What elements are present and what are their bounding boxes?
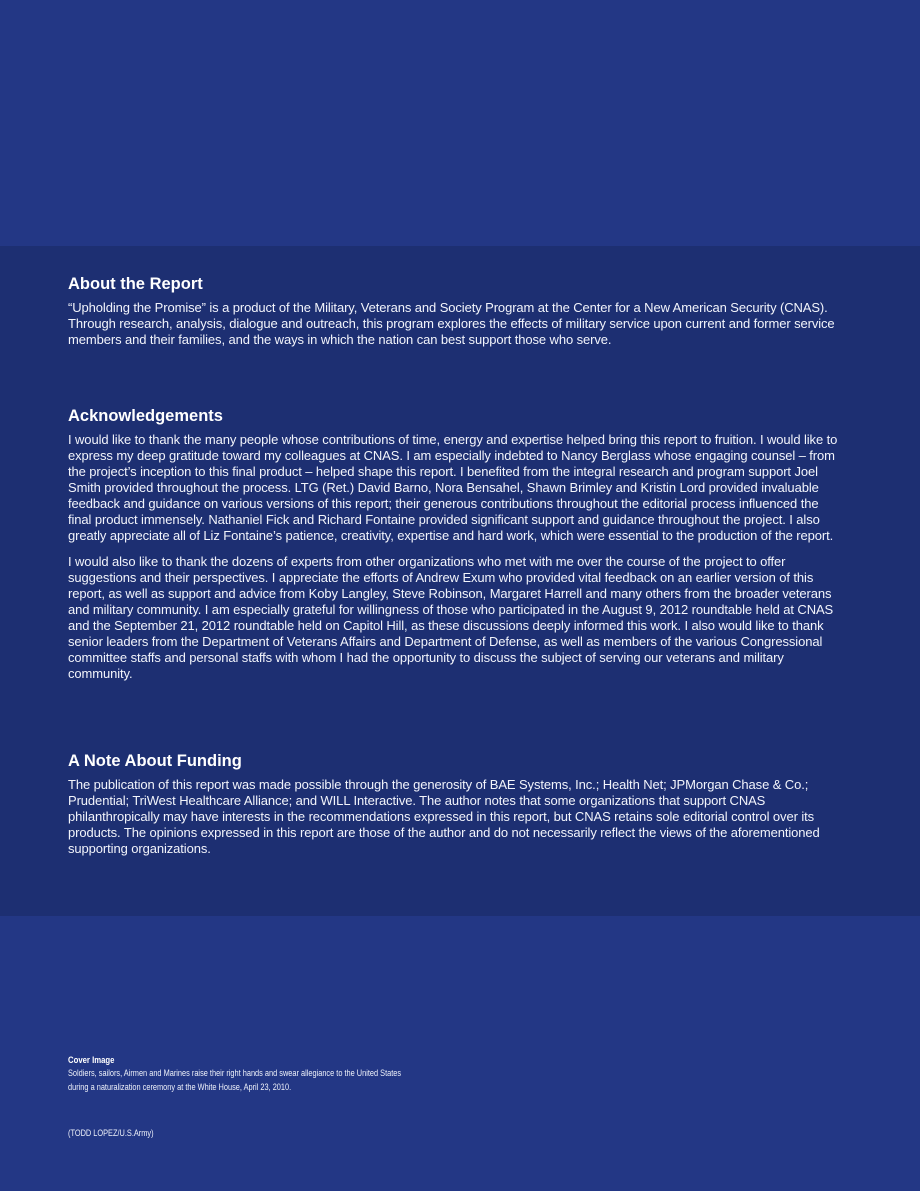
about-body: “Upholding the Promise” is a product of the Military, Veterans and Society Program at the Center for a New American Security (CNAS). Through research, analysis, dialogue and outreach, this program explores the effects of military service upon current and former service members and their families, and the ways in which the nation can best support those who serve. [68, 300, 835, 347]
funding-body: The publication of this report was made possible through the generosity of BAE Systems, Inc.; Health Net; JPMorgan Chase & Co.; Prudential; TriWest Healthcare Alliance; and WILL Interactive. The author notes that some organizations that support CNAS philanthropically may have interests in the recommendations expressed in this report, but CNAS retains sole editorial control over its products. The opinions expressed in this report are those of the author and do not necessarily reflect the views of the aforementioned supporting organizations. [68, 777, 820, 856]
funding-heading: A Note About Funding [68, 752, 242, 770]
cover-image-caption: Soldiers, sailors, Airmen and Marines raise their right hands and swear allegiance to the United States during a naturalization ceremony at the White House, April 23, 2010. [68, 1068, 402, 1092]
acknowledgements-paragraph-2: I would also like to thank the dozens of experts from other organizations who met with me over the course of the project to offer suggestions and their perspectives. I appreciate the efforts of Andrew Exum who provided vital feedback on an earlier version of this report, as well as support and advice from Koby Langley, Steve Robinson, Margaret Harrell and many others from the broader veterans and military community. I am especially grateful for willingness of those who participated in the August 9, 2012 roundtable held at CNAS and the September 21, 2012 roundtable held on Capitol Hill, as these discussions deeply informed this work. I also would like to thank senior leaders from the Department of Veterans Affairs and Department of Defense, as well as members of the various Congressional committee staffs and personal staffs with whom I had the opportunity to discuss the subject of serving our veterans and military community. [68, 554, 834, 681]
cover-image-note [68, 1054, 428, 1094]
about-heading: About the Report [68, 275, 203, 293]
about-section [68, 274, 843, 348]
funding-section [68, 751, 843, 857]
acknowledgements-section [68, 406, 843, 682]
cover-image-title: Cover Image [68, 1055, 115, 1065]
acknowledgements-heading: Acknowledgements [68, 407, 223, 425]
acknowledgements-paragraph-1: I would like to thank the many people whose contributions of time, energy and expertise helped bring this report to fruition. I would like to express my deep gratitude toward my colleagues at CNAS. I am especially indebted to Nancy Berglass whose engaging counsel – from the project’s inception to this final product – helped shape this report. I benefited from the integral research and program support Joel Smith provided throughout the process. LTG (Ret.) David Barno, Nora Bensahel, Shawn Brimley and Kristin Lord provided invaluable feedback and guidance on various versions of this report; their generous contributions throughout the editorial process influenced the final product immensely. Nathaniel Fick and Richard Fontaine provided significant support and guidance throughout the project. I also greatly appreciate all of Liz Fontaine’s patience, creativity, expertise and hard work, which were essential to the production of the report. [68, 432, 838, 543]
photo-credit: (TODD LOPEZ/U.S.Army) [68, 1128, 154, 1138]
